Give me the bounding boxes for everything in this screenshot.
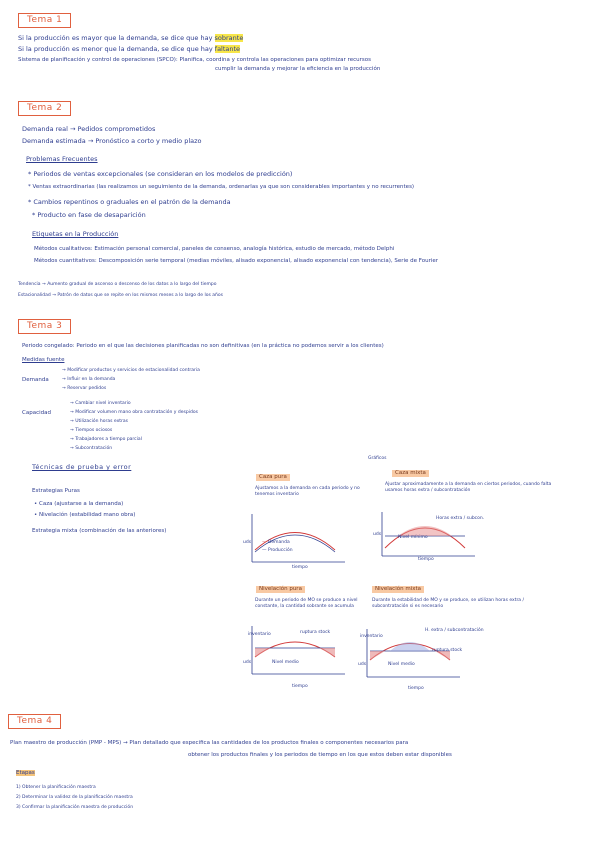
chart-caza-mixta-ylabel: uds: [373, 532, 382, 537]
tema2-etiquetas-heading: Etiquetas en la Producción: [32, 230, 119, 238]
tema1-line-3: Sistema de planificación y control de operaciones (SPCO): Planifica, coordina y controla las operaciones para optimizar recursos: [18, 57, 371, 63]
tema3-estrategia-nivelacion: • Nivelación (estabilidad mano obra): [34, 512, 136, 518]
chart-nivelacion-pura-title: Nivelación pura: [256, 586, 305, 593]
chart-nivelacion-mixta-note: Nivel medio: [388, 662, 415, 667]
tema3-tecnicas-heading: Técnicas de prueba y error: [32, 463, 132, 471]
capacidad-item: → Tiempos ociosos: [70, 428, 113, 433]
tema3-estrategia-caza: • Caza (ajustarse a la demanda): [34, 501, 124, 507]
tema1-line-4: cumplir la demanda y mejorar la eficiencia en la producción: [215, 66, 381, 72]
chart-caza-mixta-annot: Horas extra / subcon.: [436, 516, 485, 521]
capacidad-item: → Subcontratación: [70, 446, 113, 451]
chart-nivelacion-mixta-title: Nivelación mixta: [372, 586, 424, 593]
tema3-medidas-heading: Medidas fuente: [22, 357, 65, 363]
chart-nivelacion-pura-ylabel: uds: [243, 660, 252, 665]
tema2-metodos-cuantitativos: Métodos cuantitativos: Descomposición serie temporal (medias móviles, alisado exponencial, alisado exponencial con tendencia), Serie de Fourier: [34, 258, 439, 264]
capacidad-item: → Trabajadores a tiempo parcial: [70, 437, 142, 442]
tema1-line-1: Si la producción es mayor que la demanda, se dice que hay sobrante: [18, 34, 244, 42]
chart-caza-mixta-title: Caza mixta: [392, 470, 429, 477]
tema4-pmp-line-2: obtener los productos finales y los periodos de tiempo en los que estos deben estar disponibles: [188, 752, 452, 758]
chart-nivelacion-pura-note: Nivel medio: [272, 660, 299, 665]
tema4-pmp-line-1: Plan maestro de producción (PMP - MPS) → Plan detallado que especifica las cantidades de los productos finales o componentes necesarios para: [10, 740, 409, 746]
tema2-metodos-cualitativos: Métodos cualitativos: Estimación personal comercial, paneles de consenso, analogía histórica, estudio de mercado, método Delphi: [34, 246, 395, 252]
chart-caza-pura-ylabel: uds: [243, 540, 252, 545]
tema2-demanda-estimada: Demanda estimada → Pronóstico a corto y medio plazo: [22, 137, 202, 145]
demanda-item: → Reservar pedidos: [62, 386, 107, 391]
tema2-problemas-heading: Problemas Frecuentes: [26, 155, 98, 163]
chart-caza-pura-legend-demand: — Demanda: [262, 540, 290, 545]
tema2-estacionalidad: Estacionalidad → Patrón de datos que se repite en los mismos meses a lo largo de los años: [18, 293, 223, 298]
chart-caza-pura-xlabel: tiempo: [292, 565, 308, 570]
demanda-item: → Modificar productos y servicios de estacionalidad contraria: [62, 368, 200, 373]
chart-nivelacion-mixta-desc: Durante la estabilidad de MO y se produce, se utilizan horas extra / subcontratación si es necesario: [372, 598, 525, 609]
chart-nivelacion-mixta-ylabel: uds: [358, 662, 367, 667]
highlight-faltante: faltante: [214, 45, 241, 53]
chart-caza-pura-desc: Ajustamos a la demanda en cada periodo y no tenemos inventario: [255, 486, 360, 497]
tema3-demanda-label: Demanda: [22, 377, 49, 383]
tema2-bullet-4: * Producto en fase de desaparición: [32, 211, 146, 219]
capacidad-item: → Cambiar nivel inventario: [70, 401, 131, 406]
tema2-bullet-2: * Ventas extraordinarias (las realizamos un seguimiento de la demanda, ordenarlas ya que son considerables importantes y no recurrentes): [28, 184, 415, 190]
chart-nivelacion-pura-desc: Durante un periodo de MO se produce a nivel constante, la cantidad sobrante se acumula: [255, 598, 358, 609]
chart-nivelacion-pura: [240, 622, 350, 682]
chart-caza-pura: [240, 510, 350, 570]
chart-nivelacion-mixta-xlabel: tiempo: [408, 686, 424, 691]
tema4-heading: Tema 4: [8, 714, 61, 729]
tema2-demanda-real: Demanda real → Pedidos comprometidos: [22, 125, 156, 133]
tema1-heading: Tema 1: [18, 13, 71, 28]
highlight-sobrante: sobrante: [214, 34, 244, 42]
demanda-item: → Influir en la demanda: [62, 377, 116, 382]
capacidad-item: → Utilización horas extras: [70, 419, 128, 424]
chart-caza-pura-legend-prod: — Producción: [262, 548, 293, 553]
tema3-estrategias-puras: Estrategias Puras: [32, 488, 80, 494]
tema3-estrategia-mixta: Estrategia mixta (combinación de las anteriores): [32, 528, 167, 534]
tema4-etapas-heading: Etapas: [16, 770, 35, 776]
tema4-step-1: 1) Obtener la planificación maestra: [16, 785, 96, 790]
chart-caza-mixta-xlabel: tiempo: [418, 557, 434, 562]
chart-nivelacion-pura-annot2: ruptura stock: [300, 630, 331, 635]
chart-caza-mixta-note: Nivel mínimo: [398, 535, 428, 540]
tema2-bullet-1: * Periodos de ventas excepcionales (se consideran en los modelos de predicción): [28, 170, 293, 178]
tema1-line-2: Si la producción es menor que la demanda, se dice que hay faltante: [18, 45, 241, 53]
tema3-capacidad-label: Capacidad: [22, 410, 51, 416]
tema4-step-3: 3) Confirmar la planificación maestra de producción: [16, 805, 134, 810]
tema4-step-2: 2) Determinar la validez de la planificación maestra: [16, 795, 133, 800]
chart-nivelacion-mixta-annot2: H. extra / subcontratación: [425, 628, 484, 633]
tema2-heading: Tema 2: [18, 101, 71, 116]
chart-nivelacion-pura-annot1: inventario: [248, 632, 271, 637]
tema3-periodo-congelado: Periodo congelado: Periodo en el que las decisiones planificadas no son definitivas (en la práctica no podemos servir a los clientes): [22, 343, 384, 349]
capacidad-item: → Modificar volumen mano obra contratación y despidos: [70, 410, 198, 415]
tema2-tendencia: Tendencia → Aumento gradual de ascenso o descenso de los datos a lo largo del tiempo: [18, 282, 217, 287]
tema2-bullet-3: * Cambios repentinos o graduales en el patrón de la demanda: [28, 198, 231, 206]
chart-caza-mixta-desc: Ajustar aproximadamente a la demanda en ciertos periodos, cuando falta usamos horas extra / subcontratación: [385, 482, 552, 493]
graficos-label: Gráficos: [368, 456, 387, 461]
chart-nivelacion-pura-xlabel: tiempo: [292, 684, 308, 689]
chart-nivelacion-mixta-annot1: inventario: [360, 634, 383, 639]
tema3-heading: Tema 3: [18, 319, 71, 334]
chart-nivelacion-mixta-annot3: ruptura stock: [432, 648, 463, 653]
chart-caza-pura-title: Caza pura: [256, 474, 290, 481]
